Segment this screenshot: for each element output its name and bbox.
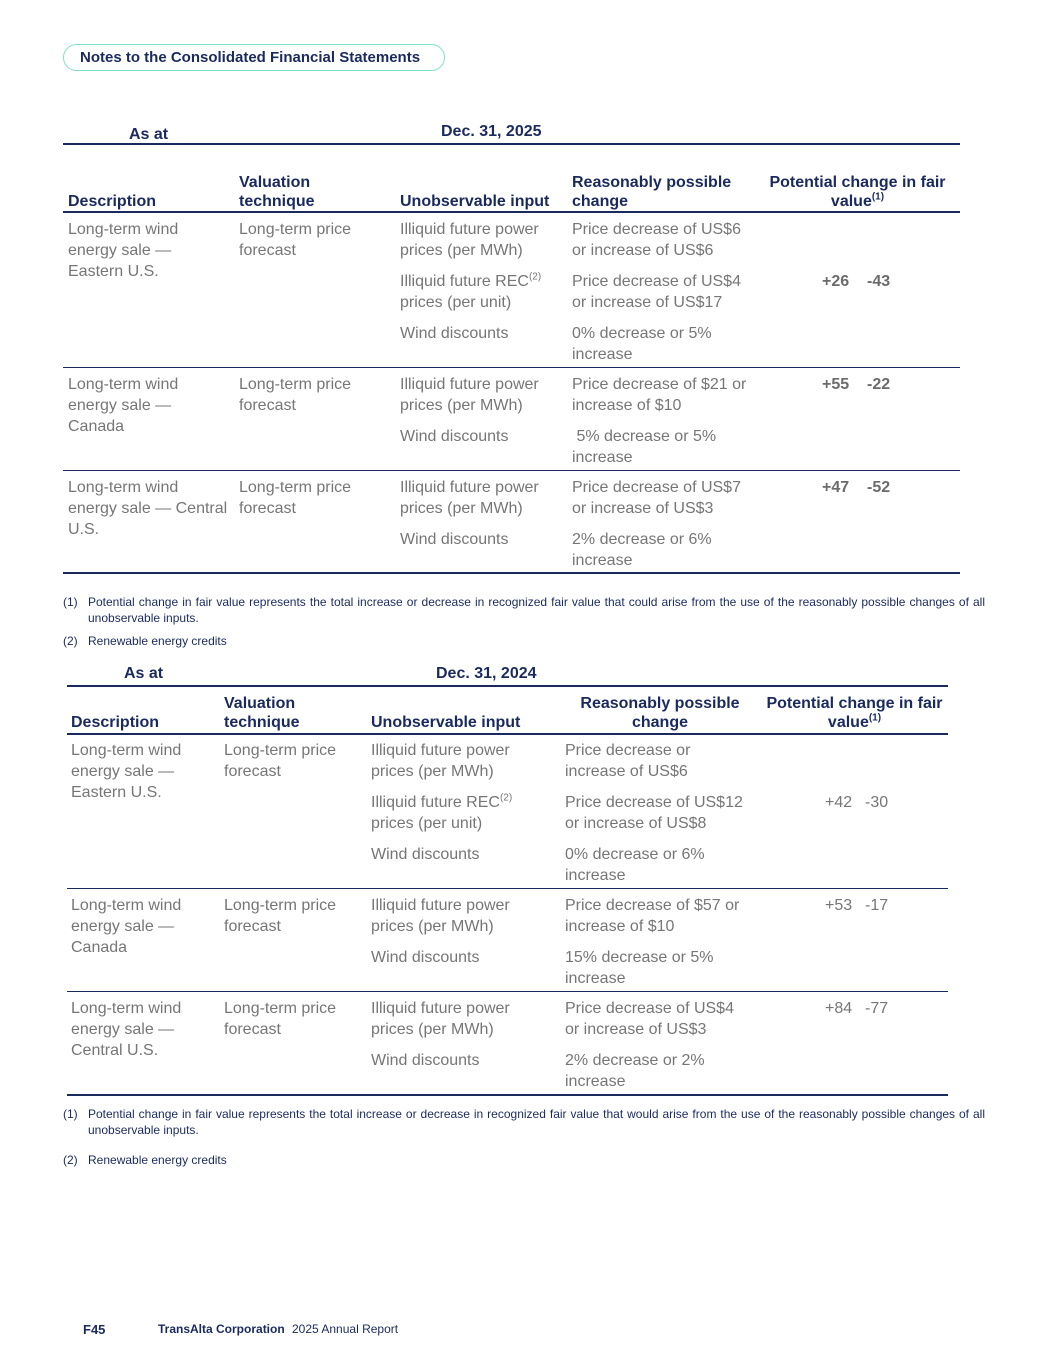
col-unobservable-input: Unobservable input: [400, 193, 550, 210]
col-potential-change: Potential change in fair value$^{(1)}$: [766, 695, 943, 731]
footer-company: TransAlta Corporation: [158, 1322, 285, 1336]
row-technique: Long-term price forecast: [224, 742, 337, 780]
row-change: Price decrease of US$4 or increase of US$3: [565, 1000, 734, 1038]
col-reasonably-possible-change: Reasonably possible change: [572, 174, 732, 210]
as-at-label: As at: [124, 665, 164, 682]
row-separator: [67, 888, 948, 889]
col-valuation-technique: Valuation technique: [239, 174, 315, 210]
fair-value-increase: +26: [822, 273, 850, 290]
row-input: Wind discounts: [400, 531, 509, 548]
header-rule: [63, 211, 960, 213]
row-change: Price decrease of US$12 or increase of US$8: [565, 794, 743, 832]
row-description: Long-term wind energy sale — Central U.S.: [68, 479, 228, 538]
row-input: Wind discounts: [400, 325, 509, 342]
fair-value-increase: +55: [822, 376, 850, 393]
col-unobservable-input: Unobservable input: [371, 714, 521, 731]
row-change: 5% decrease or 5% increase: [572, 428, 721, 466]
row-separator: [63, 367, 960, 368]
row-change: 0% decrease or 5% increase: [572, 325, 712, 363]
row-description: Long-term wind energy sale — Central U.S.: [71, 1000, 182, 1059]
col-potential-change: Potential change in fair value$^{(1)}$: [769, 174, 946, 210]
row-input: Wind discounts: [400, 428, 509, 445]
row-change: Price decrease of $57 or increase of $10: [565, 897, 740, 935]
row-input: Illiquid future power prices (per MWh): [371, 742, 510, 780]
row-input: Illiquid future power prices (per MWh): [400, 376, 539, 414]
fair-value-decrease: -77: [865, 1000, 889, 1017]
row-description: Long-term wind energy sale — Canada: [68, 376, 179, 435]
fair-value-decrease: -17: [865, 897, 889, 914]
row-input: Illiquid future REC$^{(2)}$ prices (per unit): [371, 792, 513, 832]
row-change: 2% decrease or 2% increase: [565, 1052, 705, 1090]
row-change: Price decrease of $21 or increase of $10: [572, 376, 747, 414]
table-date: Dec. 31, 2024: [436, 665, 537, 682]
row-change: 0% decrease or 6% increase: [565, 846, 705, 884]
row-change: Price decrease of US$6 or increase of US$6: [572, 221, 741, 259]
fair-value-decrease: -30: [865, 794, 889, 811]
row-change: 15% decrease or 5% increase: [565, 949, 714, 987]
fair-value-increase: +53: [825, 897, 853, 914]
header-rule: [67, 733, 948, 735]
footnote-2: (2) Renewable energy credits: [63, 634, 227, 648]
row-technique: Long-term price forecast: [239, 479, 352, 517]
row-input: Illiquid future power prices (per MWh): [400, 479, 539, 517]
fair-value-decrease: -43: [867, 273, 891, 290]
table-date: Dec. 31, 2025: [441, 123, 542, 140]
fair-value-decrease: -22: [867, 376, 891, 393]
footer-report: 2025 Annual Report: [292, 1322, 399, 1336]
row-input: Wind discounts: [371, 1052, 480, 1069]
row-technique: Long-term price forecast: [239, 376, 352, 414]
footnote-1: (1) Potential change in fair value represents the total increase or decrease in recognized fair value that would arise from the use of the reasonably possible changes of all unobservable inputs.: [63, 1107, 985, 1137]
col-description: Description: [71, 714, 160, 731]
row-description: Long-term wind energy sale — Eastern U.S.: [71, 742, 182, 801]
row-technique: Long-term price forecast: [239, 221, 352, 259]
col-description: Description: [68, 193, 157, 210]
row-input: Wind discounts: [371, 949, 480, 966]
col-reasonably-possible-change: Reasonably possible change: [580, 695, 740, 731]
row-description: Long-term wind energy sale — Eastern U.S.: [68, 221, 179, 280]
table-bottom-rule: [67, 1094, 948, 1096]
as-at-label: As at: [129, 126, 169, 143]
row-input: Wind discounts: [371, 846, 480, 863]
footnote-ref: (1): [868, 712, 882, 724]
row-separator: [67, 991, 948, 992]
row-input: Illiquid future power prices (per MWh): [400, 221, 539, 259]
fair-value-increase: +42: [825, 794, 853, 811]
table-top-rule: [67, 685, 948, 687]
section-title: Notes to the Consolidated Financial Statements: [80, 49, 421, 66]
footnote-1: (1) Potential change in fair value represents the total increase or decrease in recognized fair value that could arise from the use of the reasonably possible changes of all unobservable inputs.: [63, 595, 985, 625]
row-input: Illiquid future power prices (per MWh): [371, 1000, 510, 1038]
row-technique: Long-term price forecast: [224, 1000, 337, 1038]
row-technique: Long-term price forecast: [224, 897, 337, 935]
table-top-rule: [63, 143, 960, 145]
row-input: Illiquid future power prices (per MWh): [371, 897, 510, 935]
section-title-badge: [63, 44, 445, 71]
row-change: Price decrease of US$4 or increase of US$17: [572, 273, 741, 311]
footnote-2: (2) Renewable energy credits: [63, 1153, 227, 1167]
row-input: Illiquid future REC$^{(2)}$ prices (per unit): [400, 271, 542, 311]
row-description: Long-term wind energy sale — Canada: [71, 897, 182, 956]
page-number: F45: [83, 1322, 106, 1337]
footnote-ref: (1): [871, 191, 885, 203]
fair-value-increase: +84: [825, 1000, 853, 1017]
col-valuation-technique: Valuation technique: [224, 695, 300, 731]
row-change: Price decrease of US$7 or increase of US$3: [572, 479, 741, 517]
table-bottom-rule: [63, 572, 960, 574]
row-change: Price decrease or increase of US$6: [565, 742, 691, 780]
fair-value-increase: +47: [822, 479, 850, 496]
row-separator: [63, 470, 960, 471]
row-change: 2% decrease or 6% increase: [572, 531, 712, 569]
fair-value-decrease: -52: [867, 479, 891, 496]
